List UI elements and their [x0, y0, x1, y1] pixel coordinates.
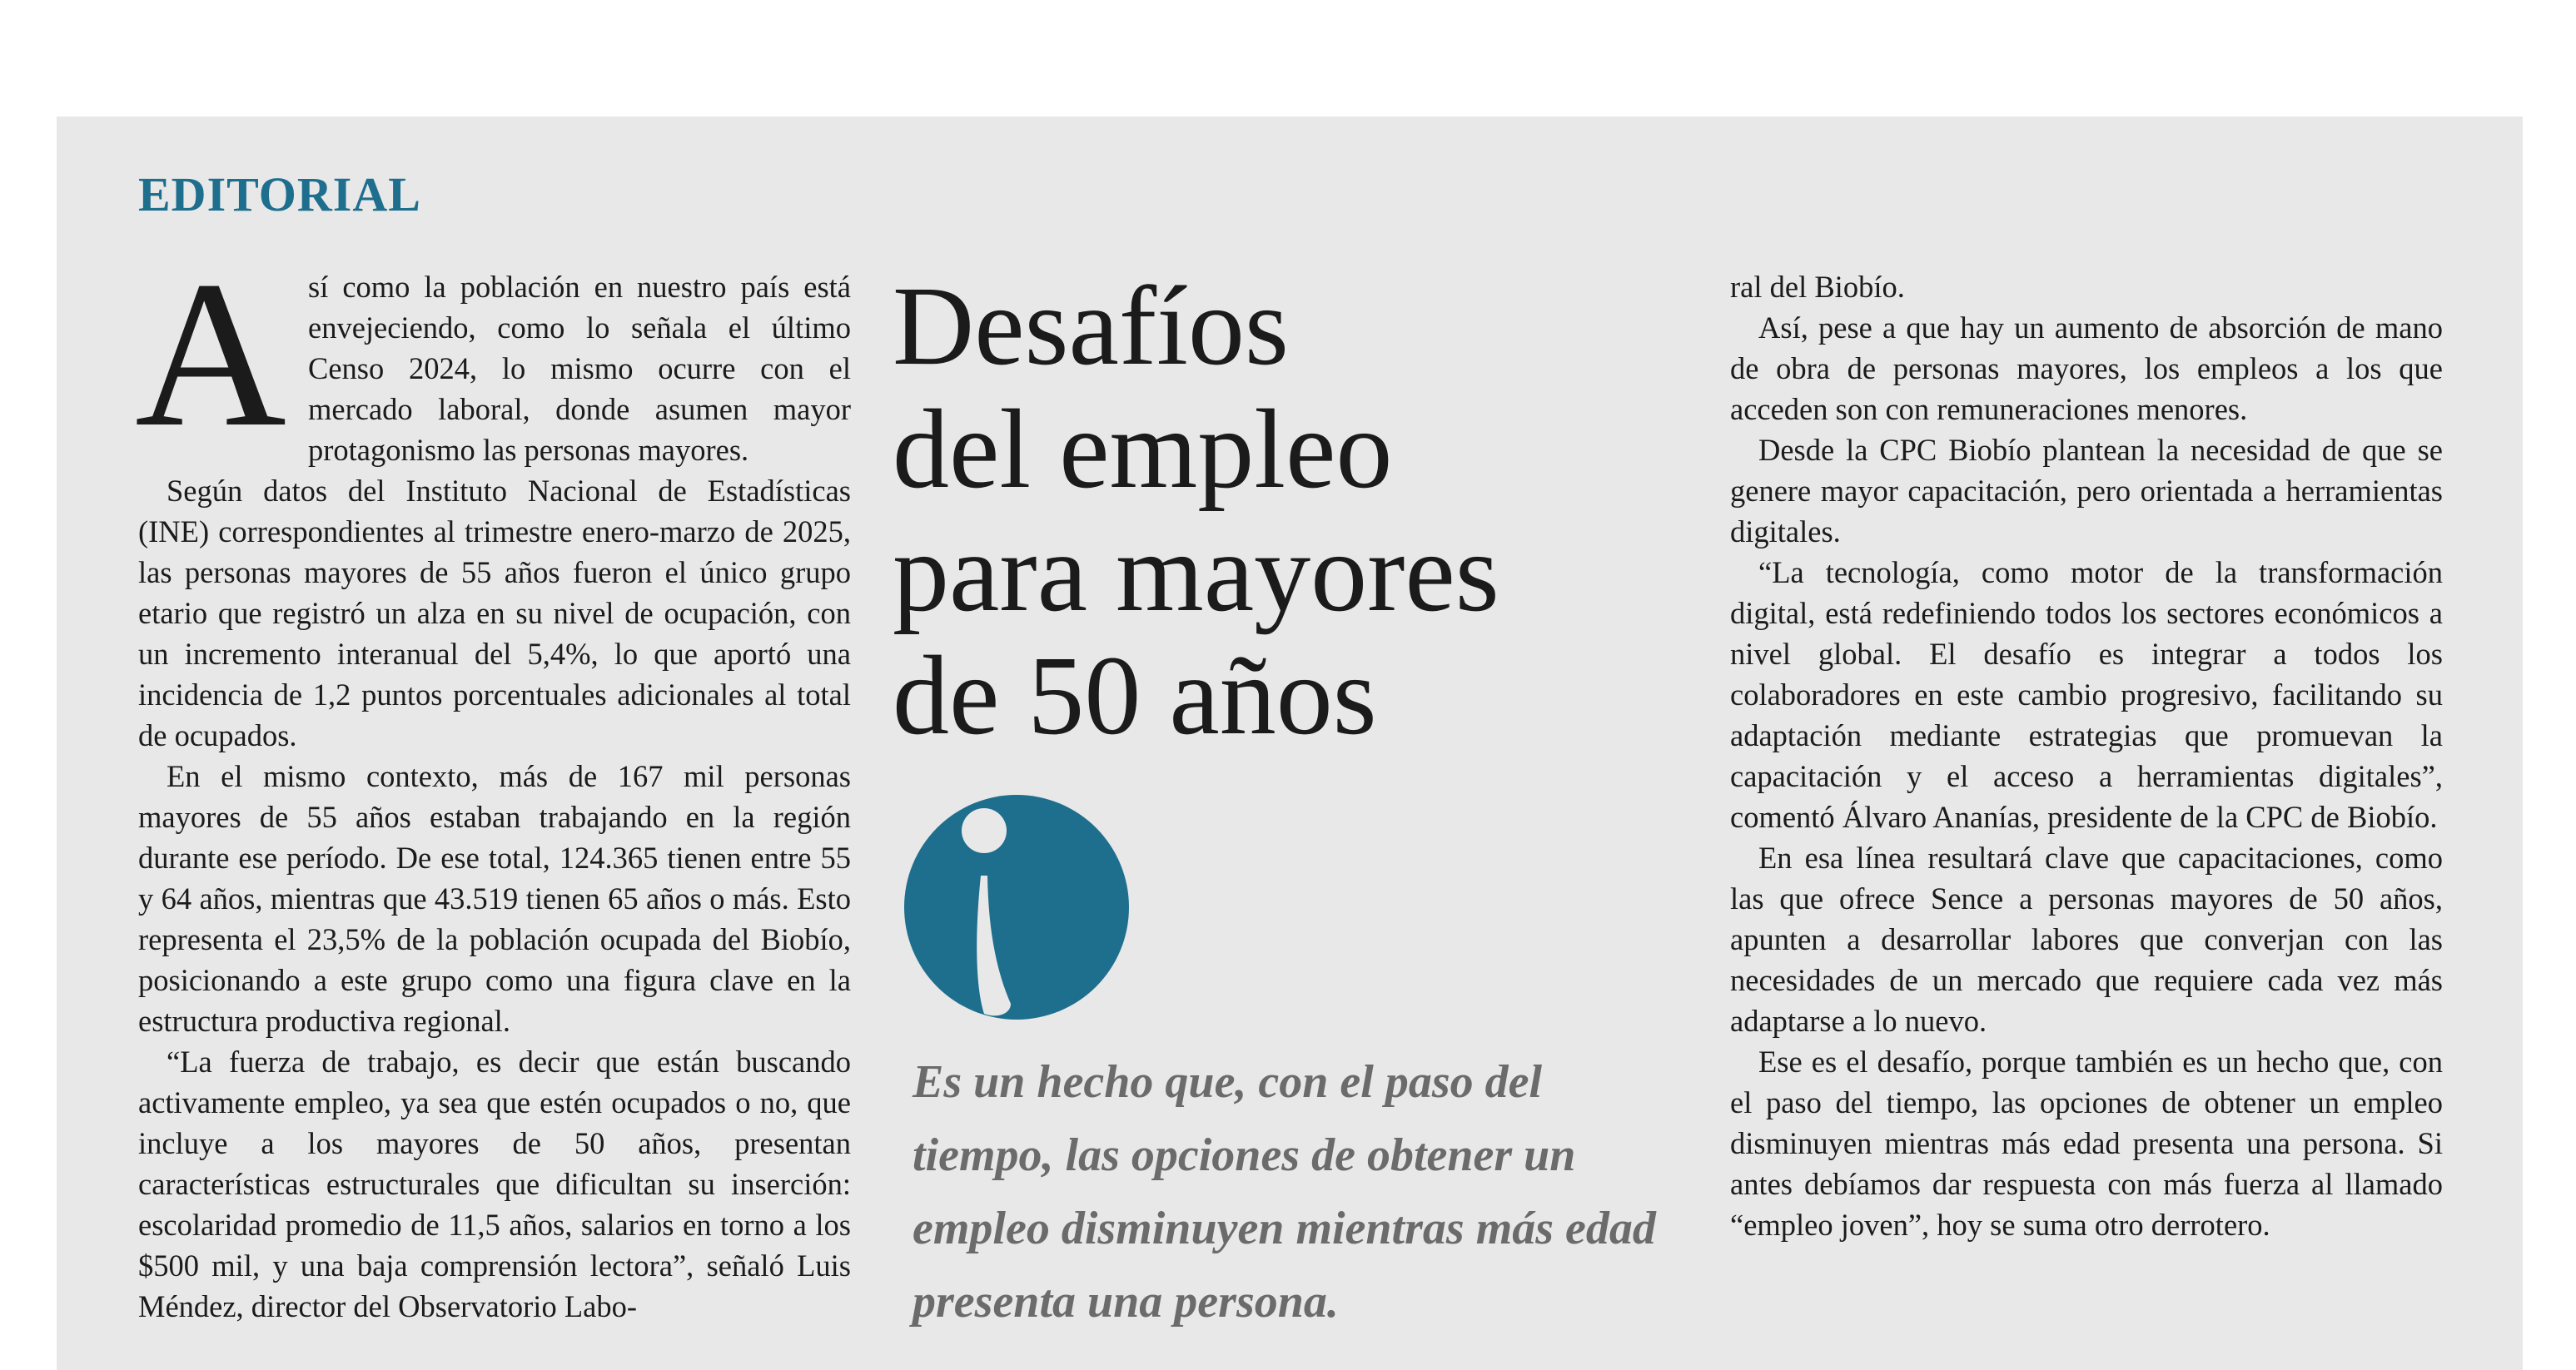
- article-paragraph: Así, pese a que hay un aumento de absorción de mano de obra de personas mayores, los empleos a los que acceden son con remuneraciones menores.: [1730, 310, 2443, 426]
- article-paragraph: En esa línea resultará clave que capacitaciones, como las que ofrece Sence a personas mayores de 50 años, apunten a desarrollar labores que converjan con las necesidades de un mercado que requiere cada vez más adaptarse a lo nuevo.: [1730, 841, 2443, 1038]
- headline-line: para mayores: [893, 510, 1499, 635]
- section-label: EDITORIAL: [138, 167, 421, 221]
- headline-line: de 50 años: [893, 633, 1377, 758]
- headline: [893, 265, 1642, 757]
- info-i-logo-icon: [904, 782, 1129, 1024]
- article-paragraph: “La fuerza de trabajo, es decir que están buscando activamente empleo, ya sea que estén ocupados o no, que incluye a los mayores de 50 años, presentan características estructurales que dificultan su inserción: escolaridad promedio de 11,5 años, salarios en torno a los $500 mil, y una baja comprensión lectora”, señaló Luis Méndez, director del Observatorio Labo-: [138, 1045, 851, 1323]
- article-column-right: [1730, 266, 2443, 1245]
- article-paragraph: “La tecnología, como motor de la transformación digital, está redefiniendo todos los sectores económicos a nivel global. El desafío es integrar a todos los colaboradores en este cambio progresivo, facilitando su adaptación mediante estrategias que promuevan la capacitación y el acceso a herramientas digitales”, comentó Álvaro Ananías, presidente de la CPC de Biobío.: [1730, 555, 2443, 834]
- headline-line: Desafíos: [893, 264, 1289, 389]
- article-paragraph: sí como la población en nuestro país está envejeciendo, como lo señala el último Censo 2024, lo mismo ocurre con el mercado laboral, donde asumen mayor protagonismo las personas mayores.: [308, 270, 851, 467]
- drop-cap: A: [135, 237, 286, 470]
- headline-line: del empleo: [893, 387, 1393, 512]
- article-paragraph: En el mismo contexto, más de 167 mil personas mayores de 55 años estaban trabajando en la región durante ese período. De ese total, 124.365 tienen entre 55 y 64 años, mientras que 43.519 tienen 65 años o más. Esto representa el 23,5% de la población ocupada del Biobío, posicionando a este grupo como una figura clave en la estructura productiva regional.: [138, 759, 851, 1038]
- pull-quote: Es un hecho que, con el paso del tiempo, las opciones de obtener un empleo disminuyen mientras más edad presenta una persona.: [913, 1056, 1656, 1328]
- article-paragraph: Desde la CPC Biobío plantean la necesidad de que se genere mayor capacitación, pero orientada a herramientas digitales.: [1730, 433, 2443, 548]
- article-paragraph: Ese es el desafío, porque también es un hecho que, con el paso del tiempo, las opciones de obtener un empleo disminuyen mientras más edad presenta una persona. Si antes debíamos dar respuesta con más fuerza al llamado “empleo joven”, hoy se suma otro derrotero.: [1730, 1045, 2443, 1242]
- article-paragraph: Según datos del Instituto Nacional de Estadísticas (INE) correspondientes al trimestre enero-marzo de 2025, las personas mayores de 55 años fueron el único grupo etario que registró un alza en su nivel de ocupación, con un incremento interanual del 5,4%, lo que aportó una incidencia de 1,2 puntos porcentuales adicionales al total de ocupados.: [138, 474, 851, 752]
- article-column-left: [135, 237, 851, 1327]
- article-paragraph: ral del Biobío.: [1730, 270, 1905, 304]
